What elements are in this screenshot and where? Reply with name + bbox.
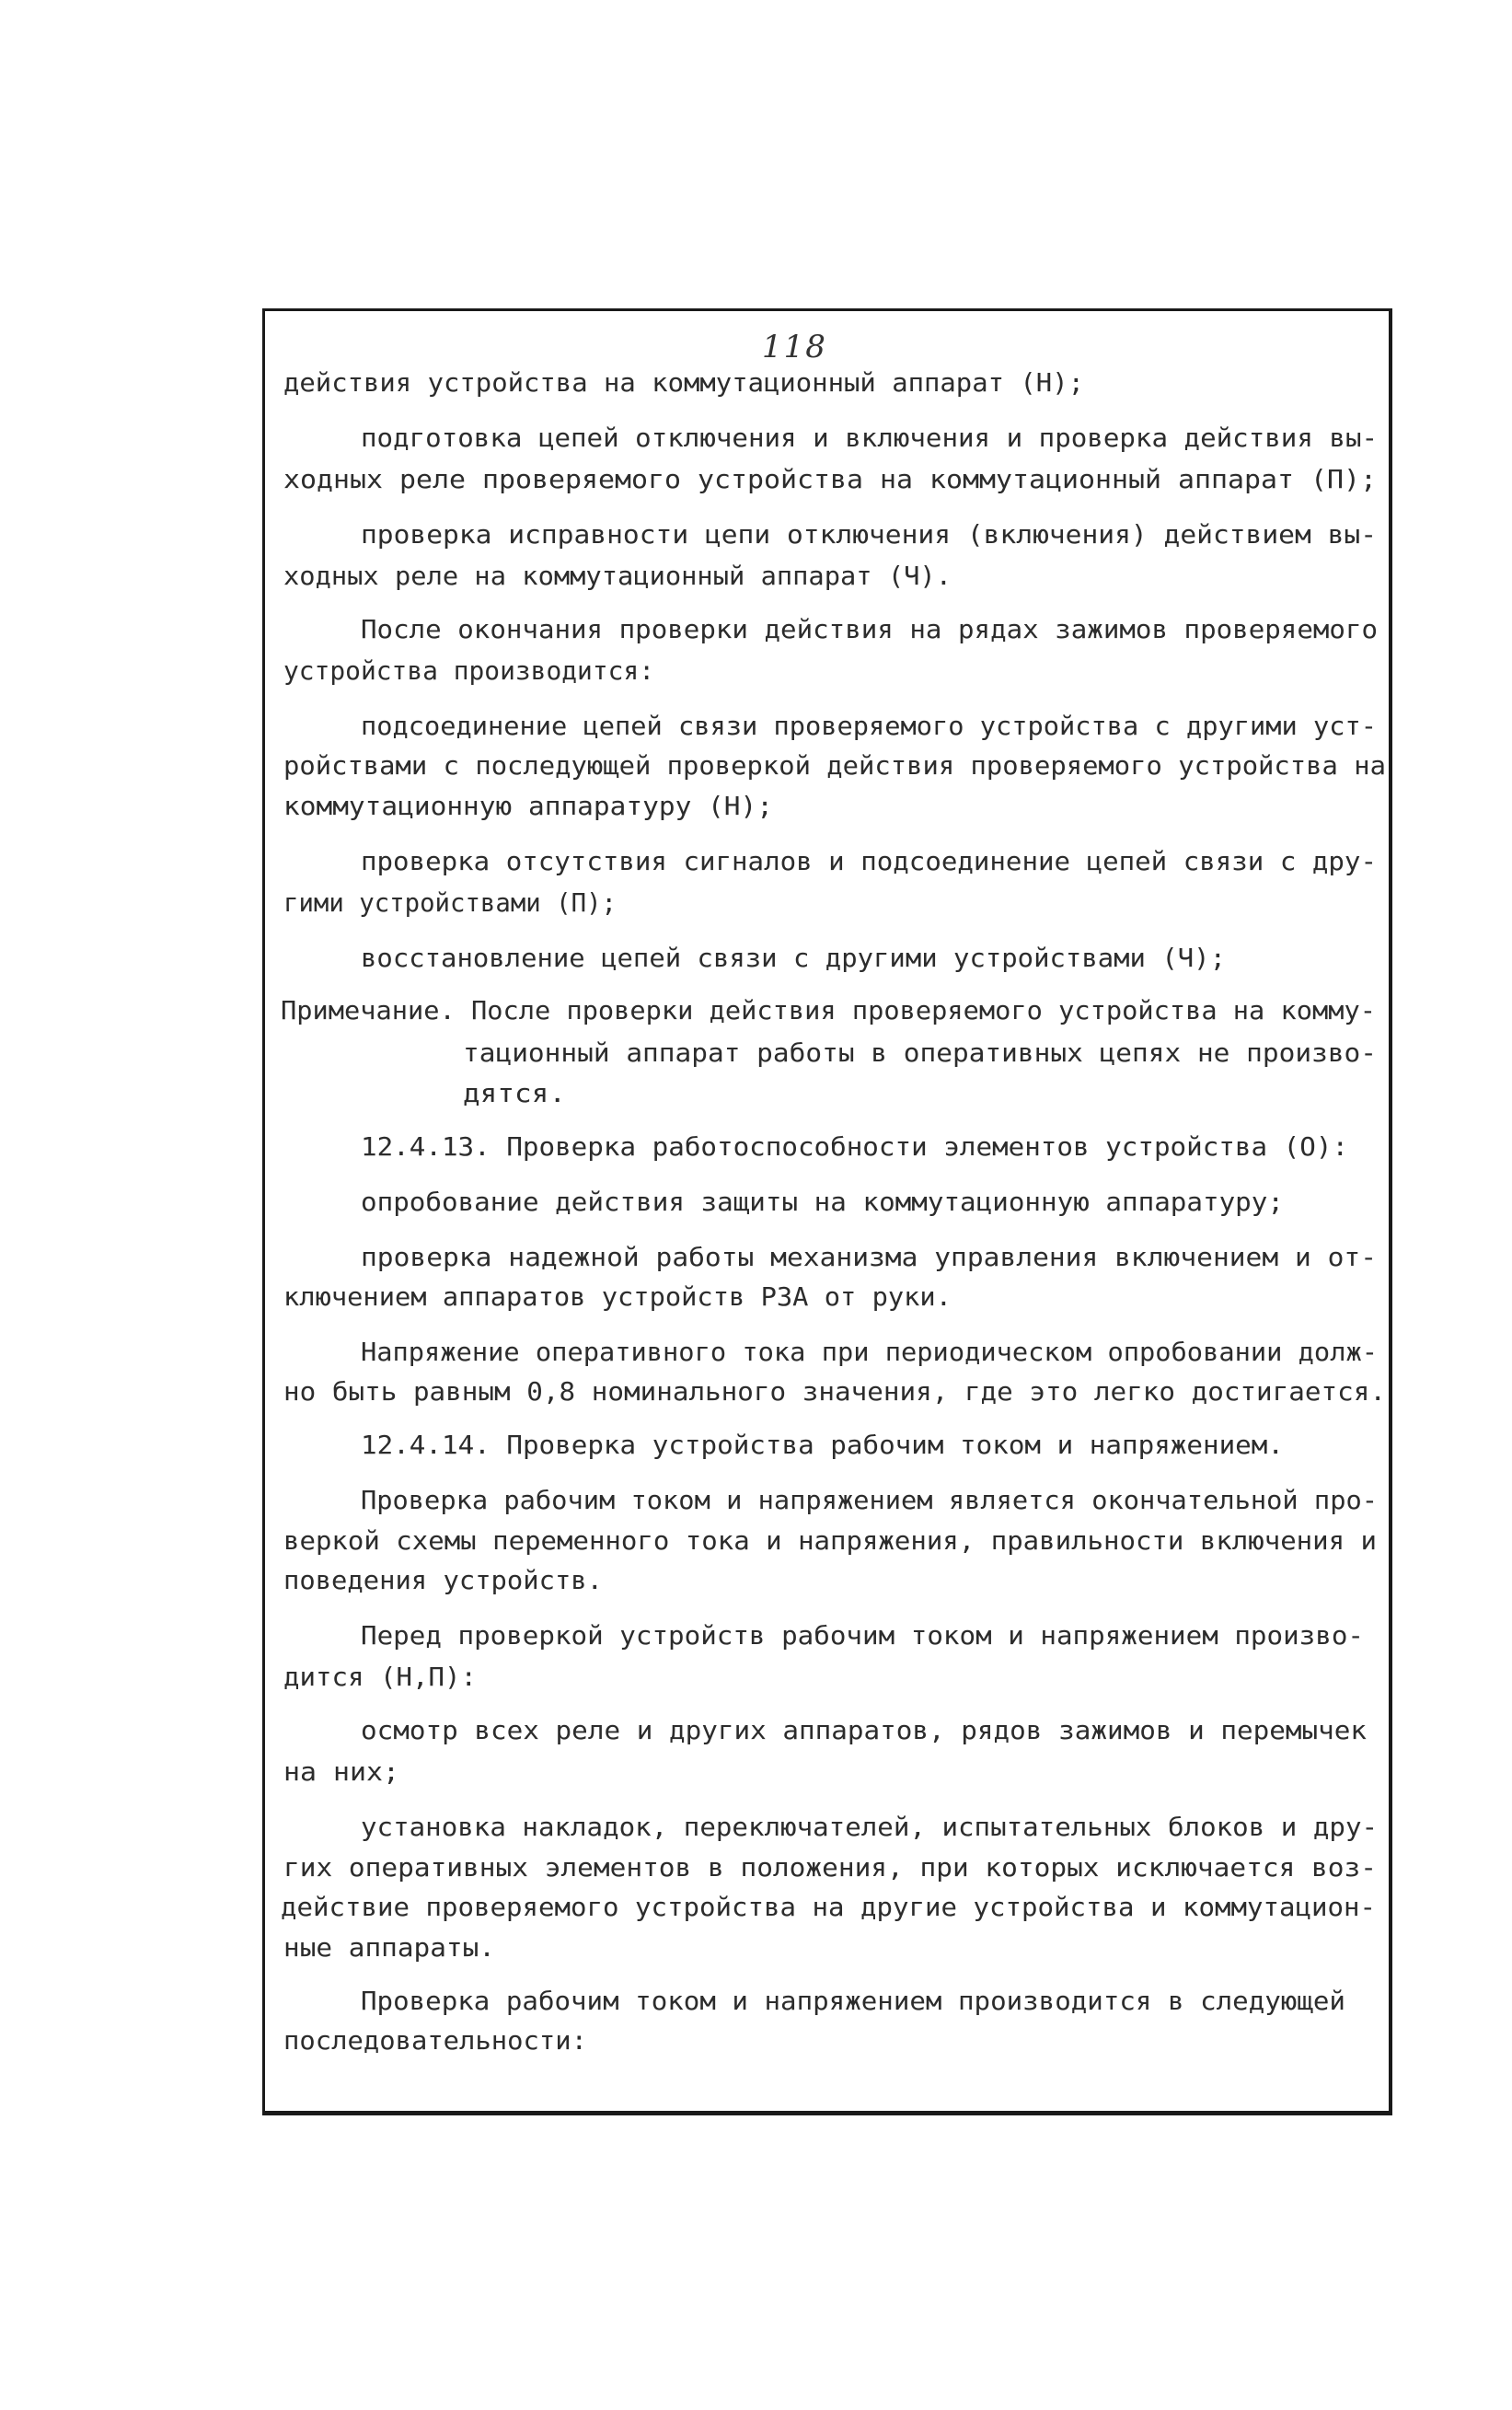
text-line: ные аппараты. bbox=[283, 1932, 496, 1963]
text-line: гих оперативных элементов в положения, при которых исключается воз- bbox=[283, 1852, 1377, 1883]
text-line: Проверка рабочим током и напряжением производится в следующей bbox=[361, 1986, 1345, 2016]
text-line: устройства производится: bbox=[283, 655, 655, 686]
text-line: подготовка цепей отключения и включения и проверка действия вы- bbox=[361, 423, 1379, 453]
text-line: 12.4.13. Проверка работоспособности элементов устройства (О): bbox=[361, 1131, 1349, 1162]
text-line: веркой схемы переменного тока и напряжения, правильности включения и bbox=[283, 1525, 1378, 1556]
text-line: Примечание. После проверки действия проверяемого устройства на комму- bbox=[281, 995, 1377, 1025]
text-line: коммутационную аппаратуру (Н); bbox=[283, 791, 773, 821]
text-line: опробование действия защиты на коммутационную аппаратуру; bbox=[361, 1187, 1284, 1217]
page-number: 118 bbox=[762, 329, 827, 365]
text-line: гими устройствами (П); bbox=[283, 887, 617, 918]
text-line: После окончания проверки действия на рядах зажимов проверяемого bbox=[361, 614, 1379, 644]
text-line: 12.4.14. Проверка устройства рабочим током и напряжением. bbox=[361, 1430, 1284, 1460]
text-line: подсоединение цепей связи проверяемого устройства с другими уст- bbox=[361, 711, 1378, 741]
text-line: но быть равным 0,8 номинального значения, где это легко достигается. bbox=[283, 1376, 1387, 1407]
text-line: установка накладок, переключателей, испытательных блоков и дру- bbox=[361, 1812, 1379, 1842]
text-line: дится (Н,П): bbox=[283, 1662, 478, 1692]
text-line: Напряжение оперативного тока при периодическом опробовании долж- bbox=[361, 1337, 1378, 1367]
text-line: действие проверяемого устройства на другие устройства и коммутацион- bbox=[281, 1892, 1376, 1922]
text-line: ключением аппаратов устройств РЗА от руки. bbox=[283, 1281, 952, 1312]
text-line: ходных реле на коммутационный аппарат (Ч). bbox=[283, 561, 952, 591]
text-line: осмотр всех реле и других аппаратов, рядов зажимов и перемычек bbox=[361, 1715, 1368, 1745]
text-line: Проверка рабочим током и напряжением является окончательной про- bbox=[361, 1485, 1378, 1515]
text-line: последовательности: bbox=[283, 2025, 588, 2056]
text-line: Перед проверкой устройств рабочим током и напряжением произво- bbox=[361, 1620, 1365, 1651]
text-line: поведения устройств. bbox=[283, 1565, 604, 1595]
text-line: на них; bbox=[283, 1756, 400, 1787]
text-line: дятся. bbox=[463, 1078, 567, 1108]
text-line: действия устройства на коммутационный аппарат (Н); bbox=[283, 367, 1085, 398]
text-line: проверка исправности цепи отключения (включения) действием вы- bbox=[361, 519, 1378, 550]
text-line: проверка надежной работы механизма управления включением и от- bbox=[361, 1242, 1378, 1272]
text-line: проверка отсутствия сигналов и подсоединение цепей связи с дру- bbox=[361, 846, 1377, 876]
text-line: восстановление цепей связи с другими устройствами (Ч); bbox=[361, 943, 1226, 973]
text-line: ройствами с последующей проверкой действия проверяемого устройства на bbox=[283, 750, 1386, 781]
text-line: тационный аппарат работы в оперативных цепях не произво- bbox=[463, 1037, 1378, 1068]
text-line: ходных реле проверяемого устройства на коммутационный аппарат (П); bbox=[283, 464, 1378, 494]
